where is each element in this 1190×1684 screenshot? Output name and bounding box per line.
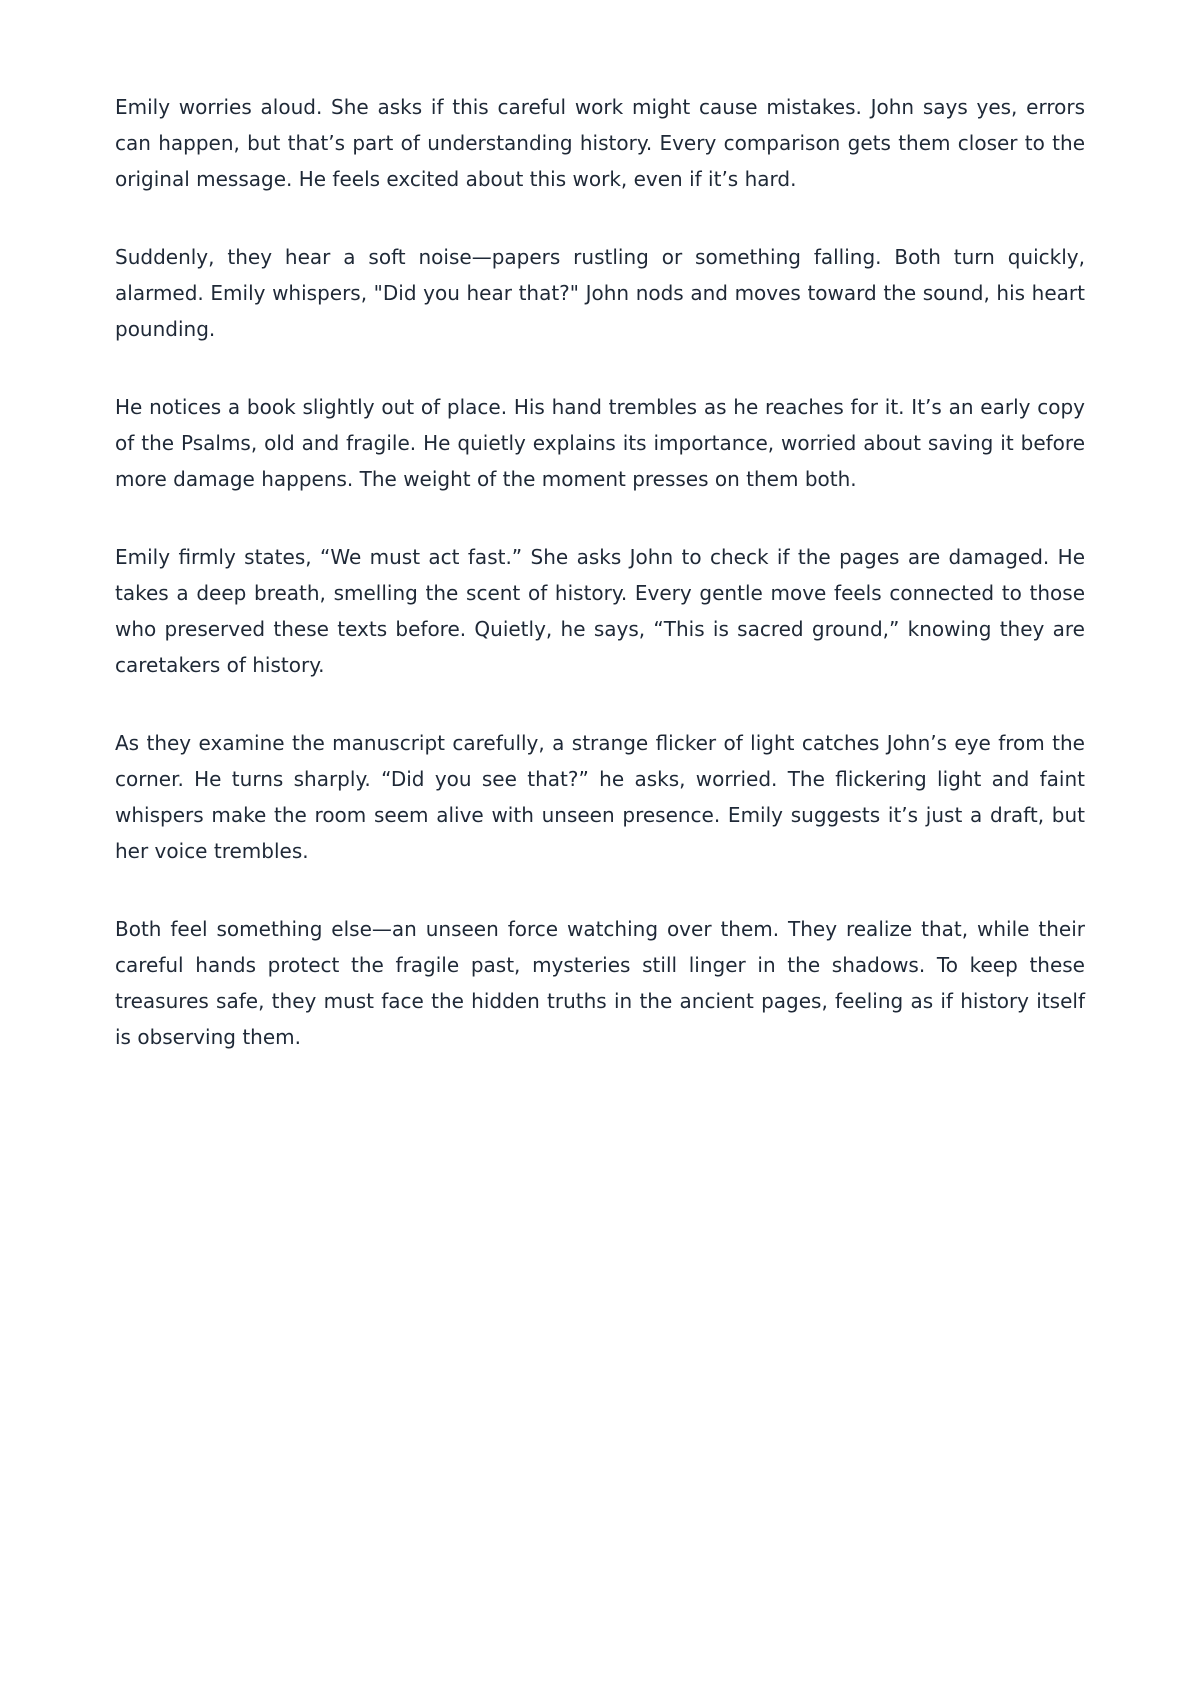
- paragraph-3: He notices a book slightly out of place. His hand trembles as he reaches for it. It’s an early copy of the Psalms, old and fragile. He quietly explains its importance, worried about saving it before more damage happens. The weight of the moment presses on them both.: [115, 395, 1085, 491]
- paragraph-4: Emily firmly states, “We must act fast.” She asks John to check if the pages are damaged. He takes a deep breath, smelling the scent of history. Every gentle move feels connected to those who preserved these texts before. Quietly, he says, “This is sacred ground,” knowing they are caretakers of history.: [115, 545, 1085, 677]
- paragraph-6: Both feel something else—an unseen force watching over them. They realize that, while their careful hands protect the fragile past, mysteries still linger in the shadows. To keep these treasures safe, they must face the hidden truths in the ancient pages, feeling as if history itself is observing them.: [115, 917, 1085, 1049]
- paragraph-5: As they examine the manuscript carefully, a strange flicker of light catches John’s eye from the corner. He turns sharply. “Did you see that?” he asks, worried. The flickering light and faint whispers make the room seem alive with unseen presence. Emily suggests it’s just a draft, but her voice trembles.: [115, 731, 1085, 863]
- paragraph-1: Emily worries aloud. She asks if this careful work might cause mistakes. John says yes, errors can happen, but that’s part of understanding history. Every comparison gets them closer to the original message. He feels excited about this work, even if it’s hard.: [115, 95, 1085, 191]
- document-body: [115, 89, 1085, 1097]
- paragraph-2: Suddenly, they hear a soft noise—papers rustling or something falling. Both turn quickly, alarmed. Emily whispers, "Did you hear that?" John nods and moves toward the sound, his heart pounding.: [115, 245, 1085, 341]
